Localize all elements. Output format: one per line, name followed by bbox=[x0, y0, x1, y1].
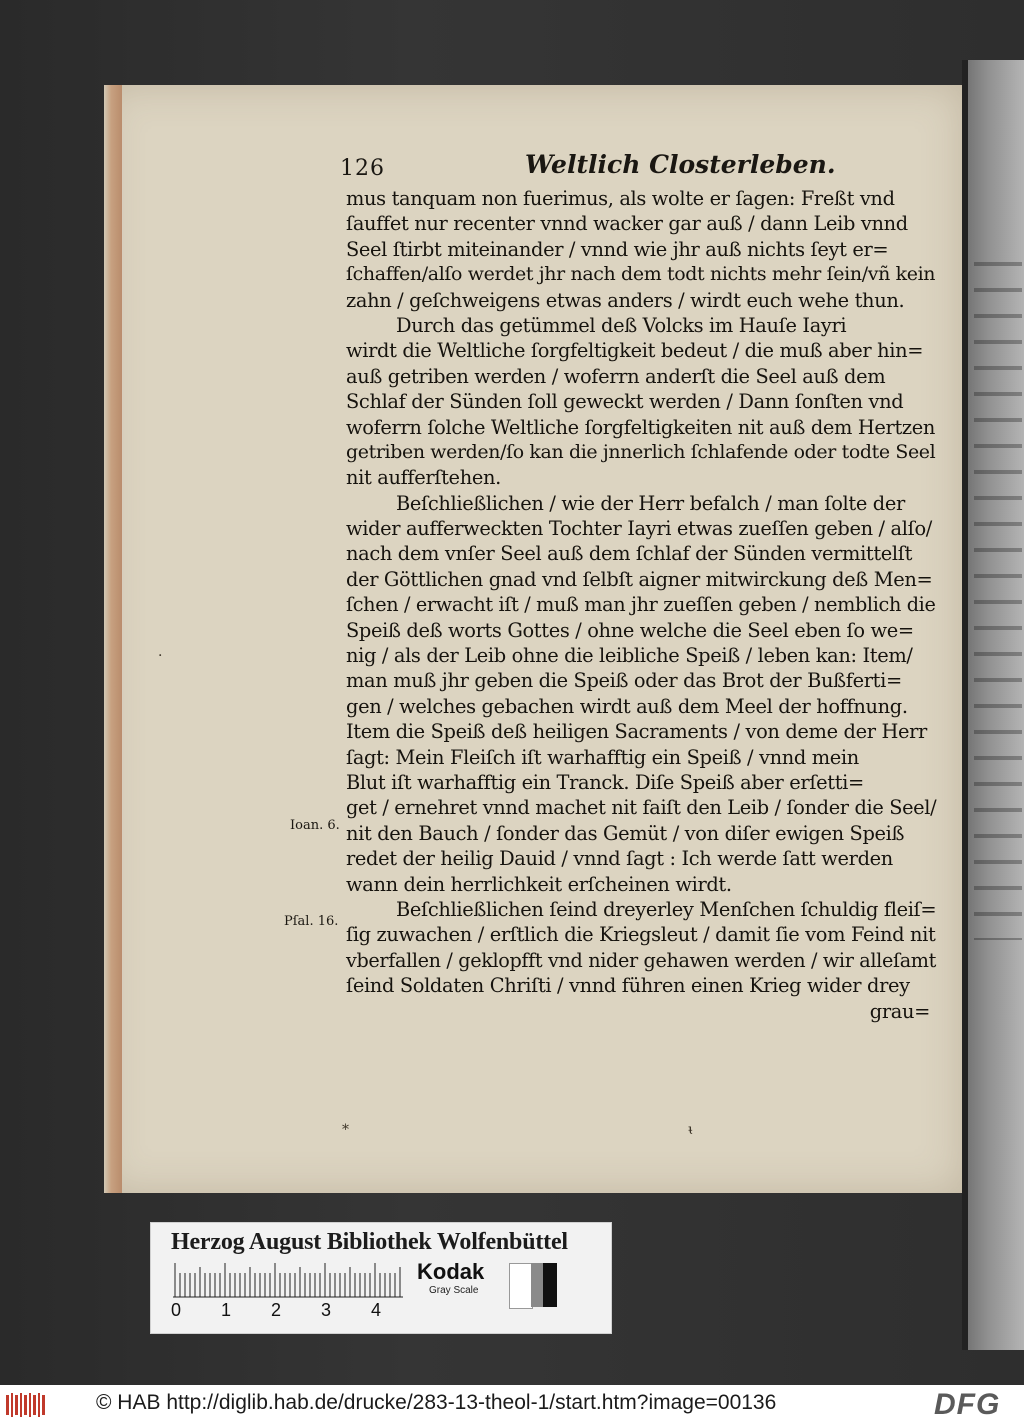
text-line: Seel ſtirbt miteinander / vnnd wie jhr auß nichts ſeyt er= bbox=[346, 237, 889, 261]
dfg-logo: DFG bbox=[934, 1388, 1001, 1421]
ruler-numbers bbox=[169, 1300, 409, 1324]
text-line: nit den Bauch / ſonder das Gemüt / von diſer ewigen Speiß bbox=[346, 821, 905, 845]
page-number: 126 bbox=[340, 156, 385, 181]
adjacent-page-text-marks bbox=[974, 240, 1022, 940]
text-line: auß getriben werden / woferrn anderſt die Seel auß dem bbox=[346, 364, 886, 388]
text-line: mus tanquam non fuerimus, als wolte er ſagen: Freßt vnd bbox=[346, 187, 895, 210]
text-line: redet der heilig Dauid / vnnd ſagt : Ich werde ſatt werden bbox=[346, 847, 893, 871]
body-text bbox=[346, 186, 936, 1024]
text-line: wann dein herrlichkeit erſcheinen wirdt. bbox=[346, 872, 732, 896]
text-line: Speiß deß worts Gottes / ohne welche die Seel eben ſo we= bbox=[346, 618, 914, 642]
text-line: Blut iſt warhafftig ein Tranck. Diſe Speiß aber erſetti= bbox=[346, 770, 864, 794]
library-name: Herzog August Bibliothek Wolfenbüttel bbox=[171, 1229, 568, 1255]
ruler-number: 0 bbox=[171, 1300, 182, 1320]
ink-speck: * bbox=[342, 1122, 349, 1138]
text-line: nach dem vnſer Seel auß dem ſchlaf der Sünden vermittelſt bbox=[346, 542, 913, 566]
scale-ruler bbox=[173, 1263, 403, 1299]
text-line: wider aufferweckten Tochter Iayri etwas zueſſen geben / alſo/ bbox=[346, 517, 932, 541]
catchword: grau= bbox=[869, 999, 930, 1023]
text-line: ſeind Soldaten Chriſti / vnnd führen einen Krieg wider drey bbox=[346, 974, 910, 998]
marginal-note-ioan: Ioan. 6. bbox=[290, 818, 340, 833]
text-line: wirdt die Weltliche ſorgfeltigkeit bedeut / die muß aber hin= bbox=[346, 339, 924, 363]
text-line: Schlaf der Sünden ſoll geweckt werden / Dann ſonſten vnd bbox=[346, 390, 904, 414]
text-line: vberfallen / geklopfft vnd nider gehawen werden / wir alleſamt bbox=[346, 948, 936, 972]
text-line: woferrn ſolche Weltliche ſorgfeltigkeiten nit auß dem Hertzen bbox=[346, 415, 936, 439]
ruler-number: 2 bbox=[271, 1300, 282, 1320]
text-line: zahn / geſchweigens etwas anders / wirdt euch wehe thun. bbox=[346, 288, 905, 312]
text-line: Beſchließlichen ſeind dreyerley Menſchen ſchuldig fleiſ= bbox=[396, 897, 937, 921]
text-line: get / ernehret vnnd machet nit faiſt den Leib / ſonder die Seel/ bbox=[346, 796, 937, 820]
text-line: ſchaffen/alſo werdet jhr nach dem todt nichts mehr ſein/vñ kein bbox=[346, 263, 936, 286]
text-line: Beſchließlichen / wie der Herr befalch / man ſolte der bbox=[396, 491, 905, 515]
text-line: ſagt: Mein Fleiſch iſt warhafftig ein Speiß / vnnd mein bbox=[346, 745, 859, 769]
library-color-card bbox=[150, 1222, 612, 1334]
ruler-number: 4 bbox=[371, 1300, 382, 1320]
ruler-number: 3 bbox=[321, 1300, 332, 1320]
citation-link[interactable]: © HAB http://diglib.hab.de/drucke/283-13-theol-1/start.htm?image=00136 bbox=[96, 1391, 777, 1414]
ink-speck: ᵼ bbox=[688, 1122, 694, 1138]
text-line: ſchen / erwacht iſt / muß man jhr zueſſen geben / nemblich die bbox=[346, 593, 936, 617]
ruler-ticks bbox=[173, 1263, 403, 1299]
kodak-logo-text: Kodak bbox=[417, 1259, 485, 1284]
white-swatch bbox=[509, 1263, 533, 1309]
text-line: gen / welches gebachen wirdt auß dem Meel der hoffnung. bbox=[346, 694, 908, 718]
text-line: der Göttlichen gnad vnd ſelbſt aigner mitwirckung deß Men= bbox=[346, 567, 933, 591]
running-head bbox=[340, 150, 940, 182]
footer-bar bbox=[0, 1385, 1024, 1425]
text-line: Durch das getümmel deß Volcks im Hauſe Iayri bbox=[396, 313, 847, 337]
black-swatch bbox=[543, 1263, 557, 1307]
ink-speck: · bbox=[158, 648, 163, 664]
page-gutter-shadow bbox=[962, 60, 968, 1350]
text-line: ſig zuwachen / erſtlich die Kriegsleut / damit ſie vom Feind nit bbox=[346, 923, 936, 947]
text-line: Item die Speiß deß heiligen Sacraments / von deme der Herr bbox=[346, 720, 927, 744]
adjacent-page-edge bbox=[962, 60, 1024, 1350]
running-head-title: Weltlich Closterleben. bbox=[525, 150, 836, 179]
marginal-note-psal: Pſal. 16. bbox=[284, 914, 339, 929]
text-line: nig / als der Leib ohne die leibliche Speiß / leben kan: Item/ bbox=[346, 644, 913, 668]
text-line: man muß jhr geben die Speiß oder das Brot der Bußferti= bbox=[346, 669, 902, 693]
barcode-icon bbox=[6, 1393, 48, 1417]
page-edge-discoloration bbox=[104, 85, 122, 1193]
text-line: nit aufferſtehen. bbox=[346, 466, 501, 490]
gray-scale-label: Gray Scale bbox=[429, 1285, 479, 1296]
ruler-number: 1 bbox=[221, 1300, 232, 1320]
text-line: ſauffet nur recenter vnnd wacker gar auß / dann Leib vnnd bbox=[346, 212, 908, 236]
text-line: getriben werden/ſo kan die jnnerlich ſchlafende oder todte Seel bbox=[346, 440, 936, 463]
